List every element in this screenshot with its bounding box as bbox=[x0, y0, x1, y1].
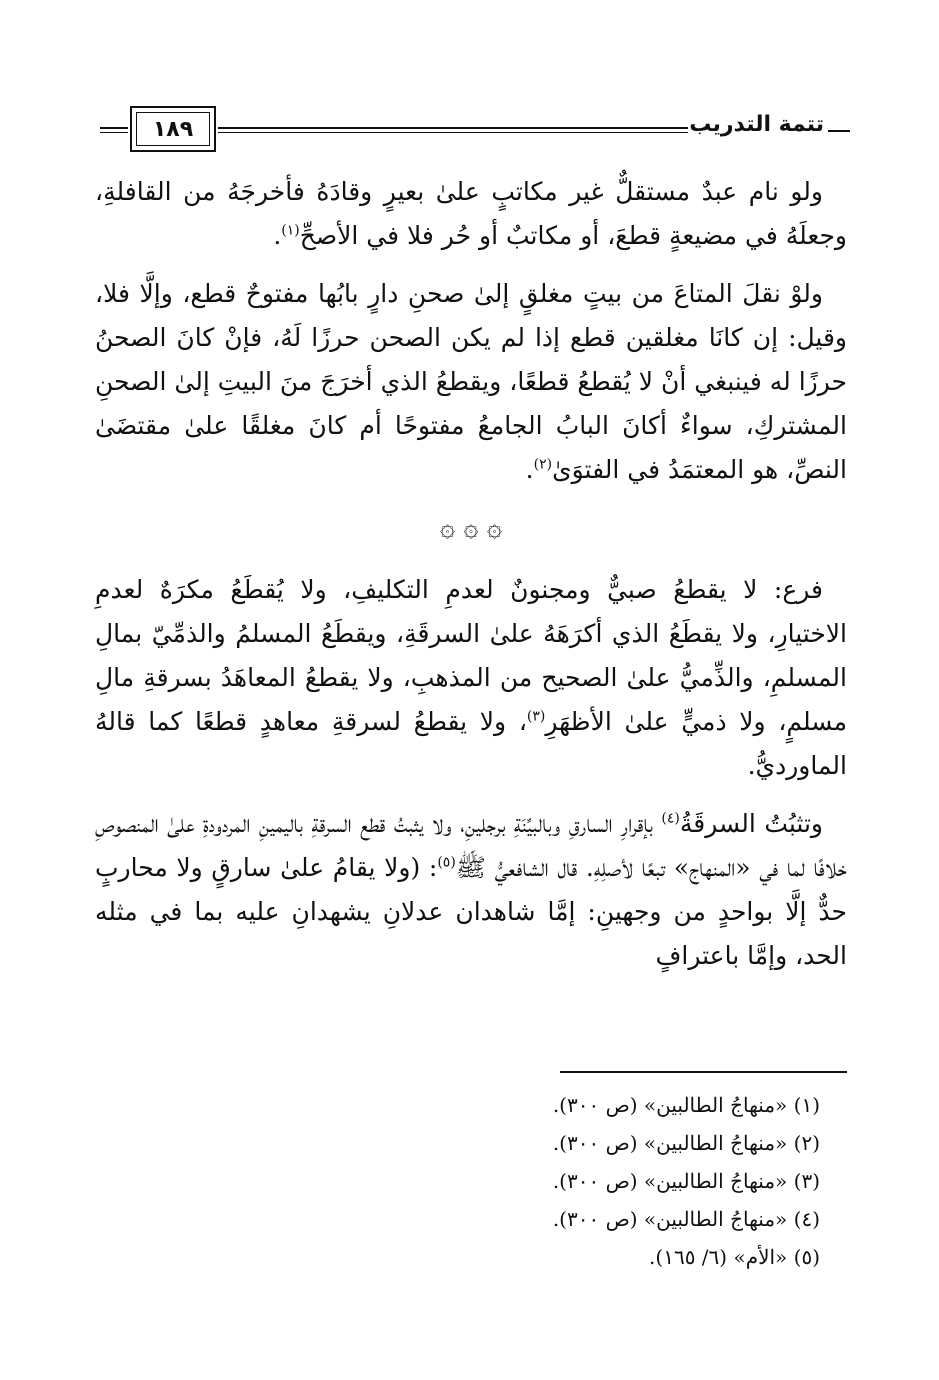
section-divider-ornament: ۞ ۞ ۞ bbox=[439, 513, 503, 543]
footnote-4: (٤) «منهاجُ الطالبين» (ص ٣٠٠). bbox=[552, 1207, 820, 1231]
footnote-marker-3: (٣) bbox=[526, 708, 546, 725]
page-header bbox=[100, 100, 850, 160]
footnote-separator bbox=[560, 1071, 847, 1073]
header-rule-left-thin bbox=[100, 132, 128, 133]
paragraph-3-text-a: فرع: لا يقطعُ صبيٌّ ومجنونٌ لعدمِ التكليفِ، ولا يُقطَعُ مكرَهٌ لعدمِ الاختيارِ، ولا يقطَعُ الذي أكرَهَهُ علىٰ السرقَةِ، ويقطَعُ المسلمُ والذمِّيّ بمالِ المسلمِ، والذِّميُّ علىٰ الصحيح من المذهبِ، ولا يقطعُ المعاهَدُ بسرقةِ مالِ مسلمٍ، ولا ذميٍّ علىٰ الأظهَرِ bbox=[95, 575, 847, 736]
footnote-3: (٣) «منهاجُ الطالبين» (ص ٣٠٠). bbox=[552, 1169, 820, 1193]
paragraph-4-text-a: وتثبُتُ السرقَةُ bbox=[679, 809, 823, 838]
footnotes bbox=[380, 1086, 820, 1276]
paragraph-3-text-b: ، ولا يقطعُ لسرقةِ معاهدٍ قطعًا كما قالهُ الماورديُّ. bbox=[95, 707, 847, 780]
paragraph-4-text-c: : (ولا يقامُ علىٰ سارقٍ ولا محاربٍ حدٌّ إلَّا بواحدٍ من وجهينِ: إمَّا شاهدان عدلانِ يشهدانِ عليه بما في مثله الحد، وإمَّا باعترافٍ bbox=[95, 853, 847, 970]
paragraph-1: ولو نام عبدٌ مستقلٌّ غير مكاتبٍ علىٰ بعيرٍ وقادَهُ فأخرجَهُ من القافلةِ، وجعلَهُ في مضيعةٍ قطعَ، أو مكاتبٌ أو حُر فلا في الأصحِّ$^{(١)}$. bbox=[95, 177, 847, 250]
paragraph-2: ولوْ نقلَ المتاعَ من بيتٍ مغلقٍ إلىٰ صحنِ دارٍ بابُها مفتوحٌ قطع، وإلَّا فلا، وقيل: إن كانَا مغلقين قطع إذا لم يكن الصحن حرزًا لَهُ، فإنْ كانَ الصحنُ حرزًا له فينبغي أنْ لا يُقطعُ قطعًا، ويقطعُ الذي أخرَجَ منَ البيتِ إلىٰ الصحنِ المشتركِ، سواءٌ أكانَ البابُ الجامعُ مفتوحًا أم كانَ مغلقًا علىٰ مقتضَىٰ النصِّ، هو المعتمَدُ في الفتوَىٰ$^{(٢)}$. bbox=[95, 279, 847, 484]
footnote-5: (٥) «الأم» (٦/ ١٦٥). bbox=[649, 1245, 820, 1269]
paragraph-3 bbox=[95, 568, 847, 788]
header-rule-middle-thin bbox=[218, 132, 688, 133]
footnote-marker-5: (٥) bbox=[437, 854, 456, 871]
footnote-2: (٢) «منهاجُ الطالبين» (ص ٣٠٠). bbox=[552, 1131, 820, 1155]
paragraph-4 bbox=[95, 802, 847, 978]
page-number-frame bbox=[130, 106, 216, 152]
paragraph-4-text-b: بإقرارِ السارقِ وبالبيِّنَةِ برجلينِ، ولا يثبتُ قطع السرقةِ باليمينِ المردودةِ علىٰ المنصوصِ خلافًا لما في «المنهاج» تبعًا لأصلِهِ. قال الشافعيُّ ﷺ bbox=[95, 809, 847, 882]
header-rule-left bbox=[100, 127, 128, 129]
footnote-marker-1: (١) bbox=[281, 222, 300, 239]
footnote-marker-4: (٤) bbox=[661, 810, 680, 827]
footnote-1: (١) «منهاجُ الطالبين» (ص ٣٠٠). bbox=[552, 1093, 820, 1117]
page-number: ١٨٩ bbox=[136, 112, 210, 146]
paragraph-1-text: ولو نام عبدٌ مستقلٌّ غير مكاتبٍ علىٰ بعيرٍ وقادَهُ فأخرجَهُ من القافلةِ، وجعلَهُ في مضيعةٍ قطعَ، أو مكاتبٌ أو حُر فلا في الأصحِّ bbox=[95, 177, 847, 250]
header-rule-right bbox=[828, 130, 850, 132]
main-text bbox=[95, 170, 847, 992]
footnote-marker-2: (٢) bbox=[533, 456, 553, 473]
running-title: تتمة التدريب bbox=[689, 112, 824, 137]
paragraph-2-text: ولوْ نقلَ المتاعَ من بيتٍ مغلقٍ إلىٰ صحنِ دارٍ بابُها مفتوحٌ قطع، وإلَّا فلا، وقيل: إن كانَا مغلقين قطع إذا لم يكن الصحن حرزًا لَهُ، فإنْ كانَ الصحنُ حرزًا له فينبغي أنْ لا يُقطعُ قطعًا، ويقطعُ الذي أخرَجَ منَ البيتِ إلىٰ الصحنِ المشتركِ، سواءٌ أكانَ البابُ الجامعُ مفتوحًا أم كانَ مغلقًا علىٰ مقتضَىٰ النصِّ، هو المعتمَدُ في الفتوَىٰ bbox=[95, 279, 847, 484]
header-rule-middle bbox=[218, 127, 688, 129]
